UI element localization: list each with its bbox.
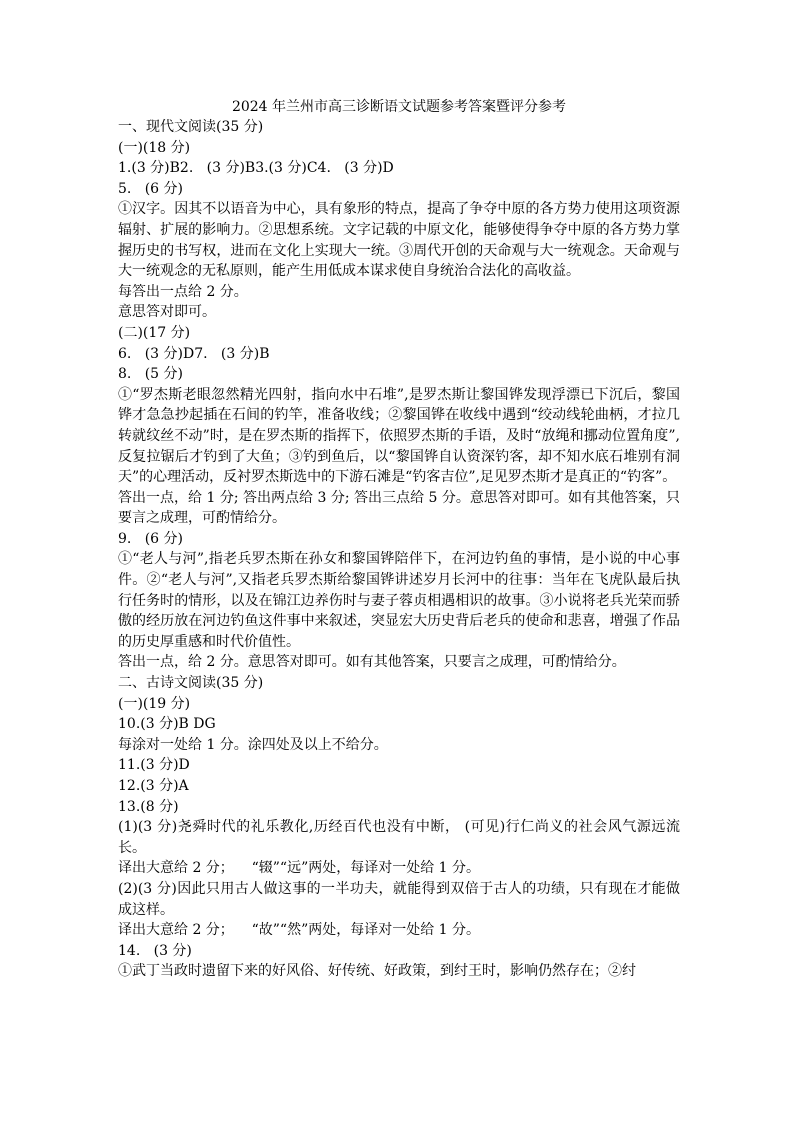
question-5-note: 意思答对即可。 [118,304,216,321]
question-14-answer: ①武丁当政时遗留下来的好风俗、好传统、好政策，到纣王时，影响仍然存在；②纣 [118,963,636,980]
section-two-part-one-heading: (一)(19 分) [118,695,191,712]
question-14-heading: 14. (3 分) [118,942,192,959]
question-13-2-scoring: 译出大意给 2 分； “故”“然”两处，每译对一处给 1 分。 [118,922,481,939]
question-13-2-answer: (2)(3 分)因此只用古人做这事的一半功夫，就能得到双倍于古人的功绩，只有现在才能做成这样。 [118,880,680,918]
question-9-scoring: 答出一点，给 2 分。意思答对即可。如有其他答案，只要言之成理，可酌情给分。 [118,654,626,671]
document-title: 2024 年兰州市高三诊断语文试题参考答案暨评分参考 [231,99,567,115]
question-9-heading: 9. (6 分) [118,530,183,547]
question-8-heading: 8. (5 分) [118,366,183,383]
question-11-answer: 11.(3 分)D [118,757,190,774]
part-one-heading: (一)(18 分) [118,139,191,156]
question-13-heading: 13.(8 分) [118,798,179,815]
question-5-answer: ①汉字。因其不以语音为中心，具有象形的特点，提高了争夺中原的各方势力使用这项资源辐射、扩展的影响力。②思想系统。文字记载的中原文化，能够使得争夺中原的各方势力掌握历史的书写权，进而在文化上实现大一统。③周代开创的天命观与大一统观念。天命观与大一统观念的无私原则，能产生用低成本谋求使自身统治合法化的高收益。 [118,201,680,280]
question-8-answer: ①“罗杰斯老眼忽然精光四射，指向水中石堆”,是罗杰斯让黎国铧发现浮漂已下沉后，黎国铧才急急抄起插在石间的钓竿，准备收线；②黎国铧在收线中遇到“绞动线轮曲柄，才拉几转就纹丝不动”时，是在罗杰斯的指挥下，依照罗杰斯的手语，及时“放绳和挪动位置角度”,反复拉锯后才钓到了大鱼；③钓到鱼后，以“黎国铧自认资深钓客，却不知水底石堆别有洞天”的心理活动，反衬罗杰斯选中的下游石滩是“钓客吉位”,足见罗杰斯才是真正的“钓客”。 [118,386,680,486]
question-12-answer: 12.(3 分)A [118,778,189,794]
question-8-scoring: 答出一点，给 1 分; 答出两点给 3 分; 答出三点给 5 分。意思答对即可。如有其他答案，只要言之成理，可酌情给分。 [118,489,680,527]
question-10-answer: 10.(3 分)B DG [118,716,216,733]
section-one-heading: 一、现代文阅读(35 分) [118,119,264,135]
question-9-answer: ①“老人与河”,指老兵罗杰斯在孙女和黎国铧陪伴下，在河边钓鱼的事情，是小说的中心事件。②“老人与河”,又指老兵罗杰斯给黎国铧讲述岁月长河中的往事：当年在飞虎队最后执行任务时的情形，以及在锦江边养伤时与妻子蓉贞相遇相识的故事。③小说将老兵光荣而骄傲的经历放在河边钓鱼这件事中来叙述，突显宏大历史背后老兵的使命和悲喜，增强了作品的历史厚重感和时代价值性。 [118,551,680,650]
question-13-1-scoring: 译出大意给 2 分； “辍”“远”两处，每译对一处给 1 分。 [118,860,481,877]
question-10-scoring: 每涂对一处给 1 分。涂四处及以上不给分。 [118,736,388,753]
part-two-heading: (二)(17 分) [118,324,191,341]
question-5-scoring: 每答出一点给 2 分。 [118,283,248,300]
answers-1-4: 1.(3 分)B2. (3 分)B3.(3 分)C4. (3 分)D [118,160,394,177]
question-13-1-answer: (1)(3 分)尧舜时代的礼乐教化,历经百代也没有中断， (可见)行仁尚义的社会风气源远流长。 [118,819,680,856]
section-two-heading: 二、古诗文阅读(35 分) [118,675,264,692]
answer-sheet-page [118,97,680,982]
answers-6-7: 6. (3 分)D7. (3 分)B [118,345,270,362]
question-5-heading: 5. (6 分) [118,180,183,197]
